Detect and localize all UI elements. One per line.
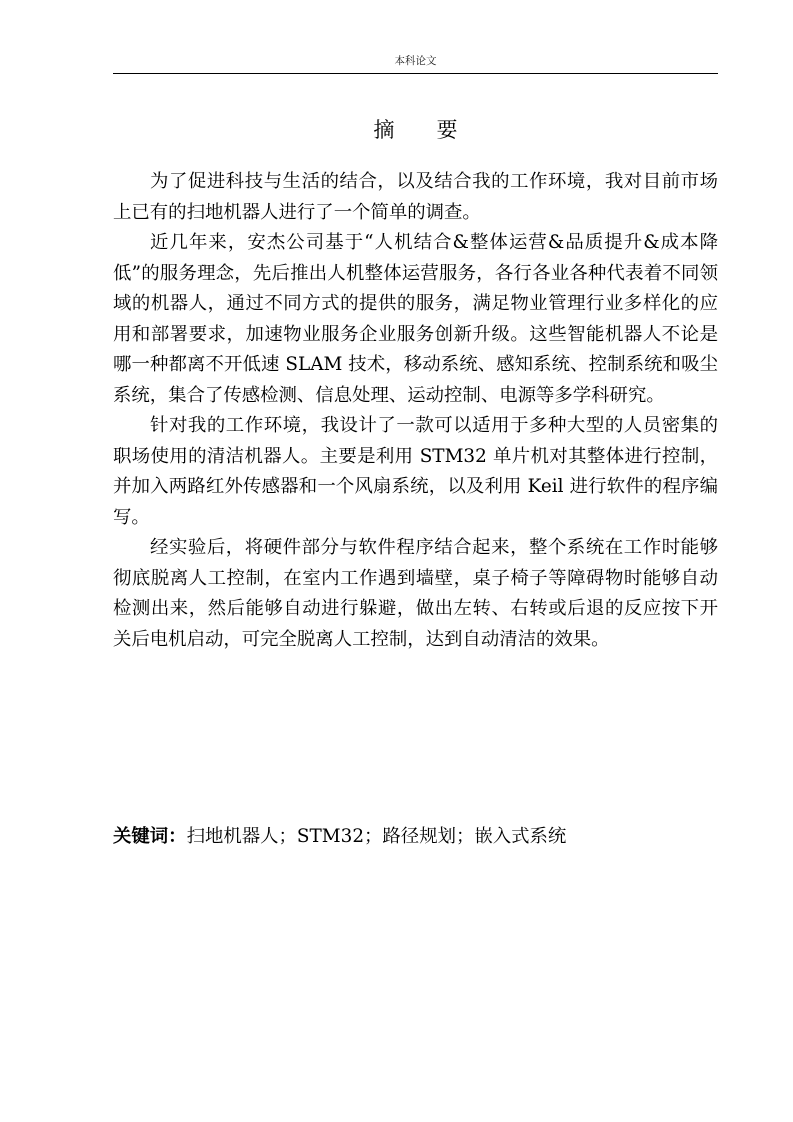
header-rule xyxy=(113,73,718,74)
keywords-line xyxy=(113,823,718,851)
abstract-title-char-1: 摘 xyxy=(373,118,395,142)
running-header: 本科论文 xyxy=(394,55,437,67)
abstract-title-char-2: 要 xyxy=(436,118,458,142)
keywords-label: 关键词： xyxy=(113,826,187,847)
abstract-title xyxy=(113,117,718,143)
abstract-paragraph: 针对我的工作环境，我设计了一款可以适用于多种大型的人员密集的职场使用的清洁机器人。主要是利用 STM32 单片机对其整体进行控制，并加入两路红外传感器和一个风扇系统，以及利用 Keil 进行软件的程序编写。 xyxy=(113,415,718,528)
abstract-paragraph: 为了促进科技与生活的结合，以及结合我的工作环境，我对目前市场上已有的扫地机器人进行了一个简单的调查。 xyxy=(113,171,718,223)
abstract-paragraph: 经实验后，将硬件部分与软件程序结合起来，整个系统在工作时能够彻底脱离人工控制，在室内工作遇到墙壁，桌子椅子等障碍物时能够自动检测出来，然后能够自动进行躲避，做出左转、右转或后退的反应按下开关后电机启动，可完全脱离人工控制，达到自动清洁的效果。 xyxy=(113,537,718,650)
abstract-body xyxy=(113,167,718,655)
keywords-text: 扫地机器人；STM32；路径规划；嵌入式系统 xyxy=(186,826,567,847)
abstract-paragraph: 近几年来，安杰公司基于“人机结合&整体运营&品质提升&成本降低”的服务理念，先后推出人机整体运营服务，各行各业各种代表着不同领域的机器人，通过不同方式的提供的服务，满足物业管理行业多样化的应用和部署要求，加速物业服务企业服务创新升级。这些智能机器人不论是哪一种都离不开低速 SLAM 技术，移动系统、感知系统、控制系统和吸尘系统，集合了传感检测、信息处理、运动控制、电源等多学科研究。 xyxy=(113,232,718,406)
